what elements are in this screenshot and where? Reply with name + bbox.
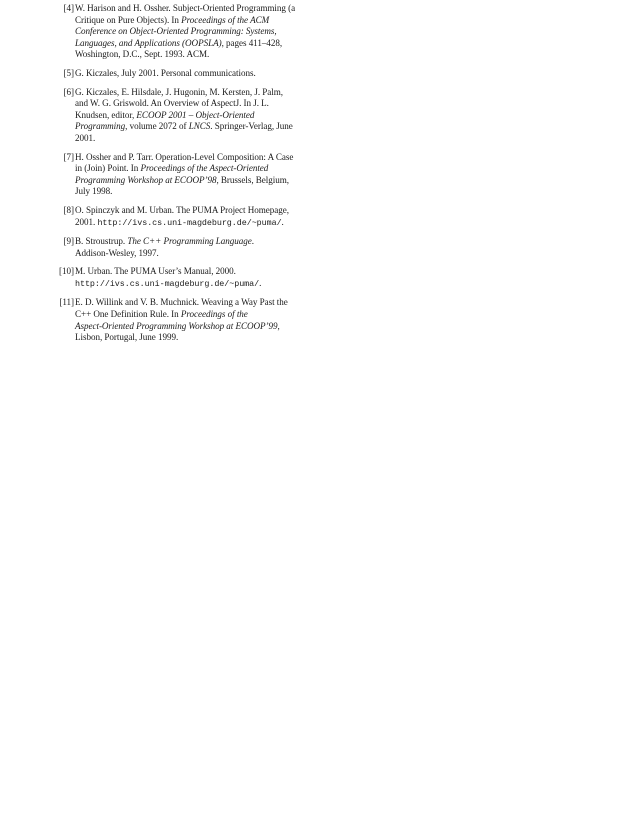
reference-text-segment: G. Kiczales, E. Hilsdale, J. Hugonin, M. Kersten, J. Palm, — [75, 86, 283, 97]
reference-line — [75, 15, 310, 27]
reference-text-segment: W. Harison and H. Ossher. Subject-Oriented Programming (a — [75, 3, 296, 13]
reference-item — [55, 205, 310, 229]
reference-line — [75, 321, 310, 333]
reference-text-segment: , pages 411–428, — [221, 37, 283, 48]
reference-line — [75, 266, 310, 278]
reference-text-segment: Woshington, D.C., Sept. 1993. ACM. — [75, 49, 210, 60]
reference-text-segment: 2001. — [75, 216, 98, 227]
reference-url: http://ivs.cs.uni-magdeburg.de/~puma/ — [75, 278, 260, 289]
reference-item — [55, 68, 310, 80]
reference-line — [75, 278, 310, 291]
reference-text — [75, 68, 310, 80]
reference-text-segment: B. Stroustrup. — [75, 236, 128, 247]
reference-number: [4] — [63, 3, 74, 13]
reference-line — [75, 163, 310, 175]
reference-line — [75, 110, 310, 122]
reference-line — [75, 121, 310, 133]
reference-line — [75, 38, 310, 50]
reference-text-segment: H. Ossher and P. Tarr. Operation-Level Composition: A Case — [75, 151, 294, 162]
reference-text-segment: 2001. — [75, 132, 96, 143]
reference-italic-text: Aspect-Oriented Programming Workshop at ECOOP’99 — [75, 320, 278, 331]
reference-italic-text: Proceedings of the — [180, 309, 248, 320]
reference-line — [75, 175, 310, 187]
reference-text-segment: Addison-Wesley, 1997. — [75, 247, 159, 258]
reference-text-segment: and W. G. Griswold. An Overview of AspectJ. In J. L. — [75, 98, 269, 109]
reference-line — [75, 236, 310, 248]
reference-url: http://ivs.cs.uni-magdeburg.de/~puma/ — [97, 217, 282, 228]
reference-line — [75, 87, 310, 99]
reference-italic-text: Conference on Object-Oriented Programming: Systems, — [75, 26, 277, 37]
reference-item — [55, 152, 310, 198]
reference-text-segment: Critique on Pure Objects). In — [75, 14, 182, 25]
reference-item — [55, 266, 310, 290]
reference-item — [55, 87, 310, 145]
reference-line — [75, 26, 310, 38]
reference-item — [55, 236, 310, 259]
reference-text — [75, 87, 310, 145]
reference-line — [75, 186, 310, 198]
reference-italic-text: Proceedings of the Aspect-Oriented — [140, 163, 269, 174]
reference-text — [75, 297, 310, 343]
reference-number: [10] — [59, 266, 74, 277]
reference-line — [75, 248, 310, 260]
reference-text-segment: , Brussels, Belgium, — [216, 174, 289, 185]
reference-number: [11] — [59, 297, 74, 308]
reference-text-segment: Lisbon, Portugal, June 1999. — [75, 332, 179, 343]
reference-text-segment: M. Urban. The PUMA User’s Manual, 2000. — [75, 266, 236, 277]
reference-text — [75, 152, 310, 198]
reference-text — [75, 3, 310, 61]
reference-italic-text: ECOOP 2001 – Object-Oriented — [136, 109, 255, 120]
reference-line — [75, 49, 310, 61]
reference-line — [75, 133, 310, 145]
reference-line — [75, 332, 310, 344]
reference-text-segment: E. D. Willink and V. B. Muchnick. Weaving a Way Past the — [75, 297, 288, 308]
reference-italic-text: Programming Workshop at ECOOP’98 — [75, 174, 217, 185]
reference-line — [75, 217, 310, 230]
reference-text-segment: C++ One Definition Rule. In — [75, 309, 181, 320]
reference-text-segment: , volume 2072 of — [125, 121, 189, 132]
reference-item — [55, 3, 310, 61]
reference-text-segment: Knudsen, editor, — [75, 109, 137, 120]
reference-text-segment: . Springer-Verlag, June — [210, 121, 293, 132]
reference-italic-text: Languages, and Applications (OOPSLA) — [75, 37, 222, 48]
reference-text — [75, 236, 310, 259]
reference-item — [55, 297, 310, 343]
reference-text-segment: . — [281, 216, 284, 227]
reference-line — [75, 68, 310, 80]
reference-italic-text: Proceedings of the ACM — [181, 14, 270, 25]
reference-number: [7] — [63, 151, 74, 162]
reference-number: [8] — [63, 204, 74, 215]
reference-italic-text: The C++ Programming Language — [127, 236, 252, 247]
reference-text-segment: July 1998. — [75, 186, 113, 197]
reference-line — [75, 98, 310, 110]
reference-text-segment: . — [259, 277, 262, 288]
reference-number: [6] — [63, 86, 74, 97]
reference-line — [75, 297, 310, 309]
reference-text-segment: , — [277, 320, 280, 331]
reference-line — [75, 309, 310, 321]
reference-italic-text: LNCS — [188, 121, 211, 132]
reference-text-segment: . — [251, 236, 255, 247]
reference-number: [5] — [63, 67, 74, 78]
reference-list — [55, 3, 310, 351]
reference-text-segment: G. Kiczales, July 2001. Personal communications. — [75, 67, 256, 78]
reference-text-segment: in (Join) Point. In — [75, 163, 141, 174]
reference-line — [75, 205, 310, 217]
reference-text-segment: O. Spinczyk and M. Urban. The PUMA Project Homepage, — [75, 204, 289, 215]
reference-italic-text: Programming — [75, 121, 126, 132]
reference-line — [75, 152, 310, 164]
reference-text — [75, 266, 310, 290]
reference-text — [75, 205, 310, 229]
reference-number: [9] — [63, 236, 74, 247]
reference-line — [75, 3, 310, 15]
